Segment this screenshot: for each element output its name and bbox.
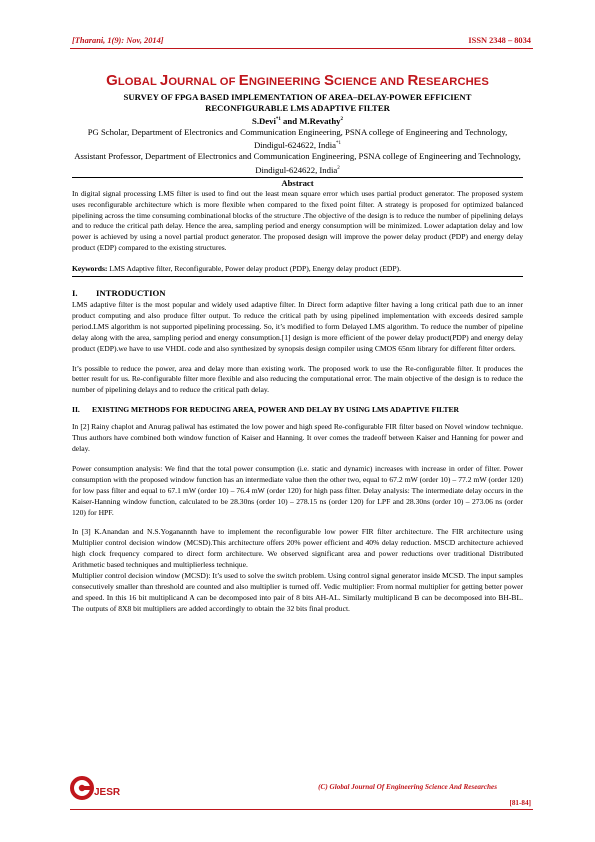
paper-body [72,72,523,615]
gjesr-logo-icon [70,773,150,803]
journal-name: GLOBAL JOURNAL OF ENGINEERING SCIENCE AND RESEARCHES [106,72,489,89]
section-2-paragraph-1: In [2] Rainy chaplot and Anurag paliwal has estimated the low power and high speed Re-configurable FIR filter based on Novel window technique. Thus authors have combined both window function of Kaiser and Hanning. It over comes the tradeoff between Kaiser and Hanning for power and delay. [72,422,523,453]
header-citation: [Tharani, 1(9): Nov, 2014] [72,36,164,45]
keywords: Keywords: LMS Adaptive filter, Reconfigurable, Power delay product (PDP), Energy delay product (EDP). [72,264,523,277]
abstract-heading: Abstract [72,177,523,189]
footer-rule [70,809,533,810]
paper-authors: S.Devi$^{*1}$ and M.Revathy$^2$ [251,115,343,126]
section-1-paragraph-2: It’s possible to reduce the power, area and delay more than existing work. The proposed work to use the Re-configurable filter. It produces the better result for us. Re-configurable filter more flexible and also reducing the computational error. The main objective of the design is to reduce the number of pipelining delays and to reduce the critical path delay. [72,363,523,395]
section-1-paragraph-1: LMS adaptive filter is the most popular and widely used adaptive filter. In Direct form adaptive filter having a long critical path due to an inner product computing and also produce filter output. To reduce the critical path by using pipelined implementation with exceeds desired sample period.LMS algorithm is not supported pipelining processing. So, it’s modified to form Delayed LMS algorithm. To reduce the number of pipeline delay along with the area, sampling period and energy consumption.[1] design is more efficient of the power delay product(PDP) and energy delay product (EDP).we have to use VHDL code and also synthesized by synopsis design compiler using CMOS 65nm library for different filter orders. [72,300,523,353]
gjesr-logo [70,773,150,803]
abstract-text: In digital signal processing LMS filter is used to find out the least mean square error which uses partial product generator. The proposed system uses reconfigurable architecture which is more flexible when compared to the fixed point filter. A strategy is proposed for optimized balanced pipelining across the time consuming combinational blocks of the structure .The objective of the design is to reduce the number of pipelining delays and to reduce the critical path delay. Hence the area, sampling period and energy consumption will be minimized. Lower adaptation delay and low power is achieved by using a novel partial product generator. The proposed design will improve the power delay product (PDP) and energy delay product (EDP) compared to the existing structures. [72,188,523,253]
affiliation-1: PG Scholar, Department of Electronics and Communication Engineering, PSNA college of Engineering and Technology, Dindigul-624622, India$^{*1}$ [87,126,508,150]
section-2-paragraph-3: In [3] K.Anandan and N.S.Yoganannth have to implement the reconfigurable low power FIR filter architecture. The FIR architecture using Multiplier control decision window (MCSD).This architecture offers 20% power efficient and 40% delay reduction. MSCD architecture achieved high clock frequency compared to direct form architecture. We observed significant area and power reductions over traditional Distributed Arithmetic based techniques and multiplierless technique. [72,527,523,570]
footer-copyright: (C) Global Journal Of Engineering Science And Researches [318,783,497,791]
section-2-heading: II. EXISTING METHODS FOR REDUCING AREA, POWER AND DELAY BY USING LMS ADAPTIVE FILTER [72,405,460,415]
section-2-paragraph-2: Power consumption analysis: We find that the total power consumption (i.e. static and dynamic) increases with increase in order of filter. Power consumption with the proposed window function has an intermediate value then the other two, equal to 67.2 mW (order 10) – 77.2 mW (order 120) for low pass filter and equal to 67.1 mW (order 10) – 76.4 mW (order 120) for high pass filter. Delay analysis: The intermediate delay occurs in the Kaiser-Hanning window function, calculated to be 28.30ns (order 10) – 278.15 ns (order 120) for LPF and 28.30ns (order 10) – 273.06 ns (order 120) for HPF. [72,463,523,517]
section-1-heading: I. INTRODUCTION [72,288,166,299]
header-issn: ISSN 2348 – 8034 [468,36,531,45]
paper-title: SURVEY OF FPGA BASED IMPLEMENTATION OF AREA–DELAY-POWER EFFICIENT RECONFIGURABLE LMS ADAPTIVE FILTER [123,91,472,113]
affiliation-2: Assistant Professor, Department of Electronics and Communication Engineering, PSNA college of Engineering and Technology, Dindigul-624622, India$^2$ [74,151,521,175]
header-rule [70,48,533,49]
svg-text:JESR: JESR [94,787,121,798]
footer-page-range: [81-84] [509,799,531,807]
section-2-paragraph-4: Multiplier control decision window (MCSD): It’s used to solve the switch problem. Using control signal generator inside MCSD. The input samples consecutively smaller than threshold are counted and also multiplier is turned off. Vedic multiplier: From normal multiplier for getting better power and speed. In this 16 bit multiplicand A can be decomposed into pair of 8 bits AH-AL. Similarly multiplicand B can be decomposed into BH-BL. The outputs of 8X8 bit multipliers are added accordingly to obtain the 32 bits final product. [72,571,523,613]
